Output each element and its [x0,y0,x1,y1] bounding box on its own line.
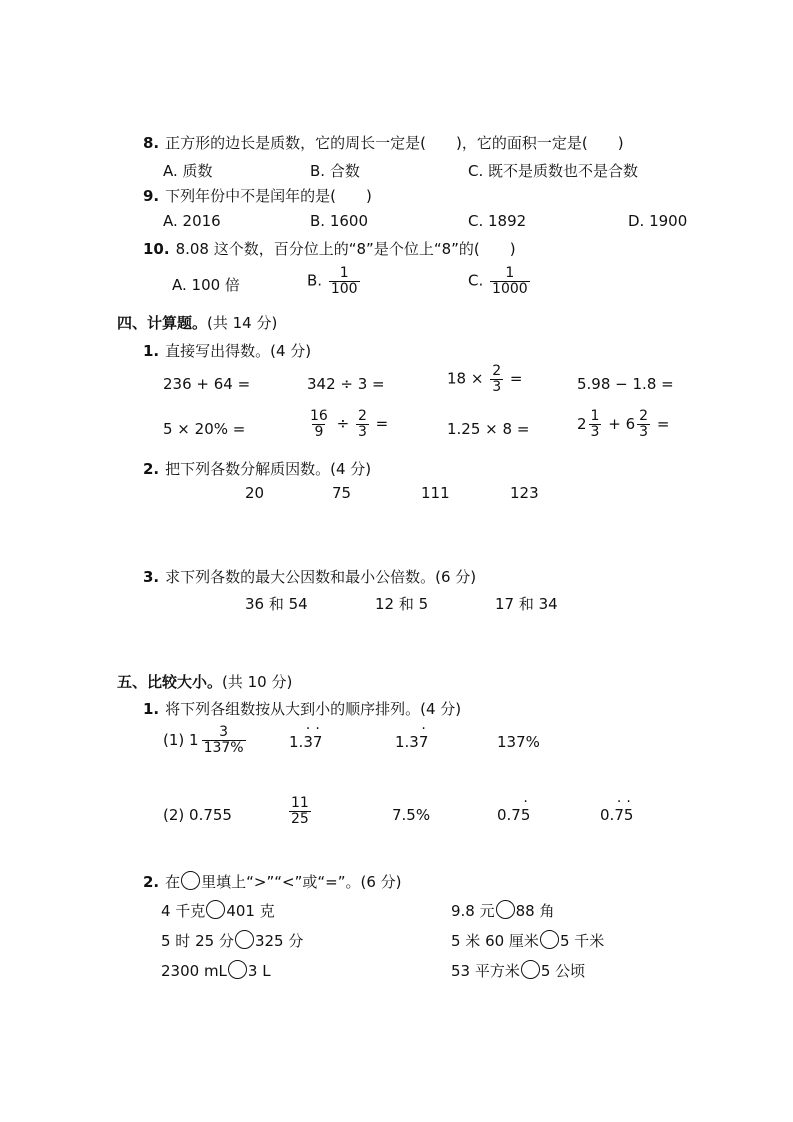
whole: 6 [625,415,636,434]
section-5-heading [117,671,292,692]
pair-2: 12 和 5 [375,595,429,613]
digits: 1. [289,733,304,751]
denominator: 3 [590,423,600,440]
expr-8 [577,409,669,439]
repeating-digit: · 3 [303,733,313,751]
compare-circle[interactable] [540,930,559,949]
group-1-item-a [163,725,248,755]
group-2-item-a [163,806,232,824]
section-points: (共 14 分) [207,314,278,332]
numerator: 2 [492,363,502,379]
compare-right: 88 角 [515,902,555,920]
numerator: 2 [357,408,367,424]
mixed-number [577,409,603,439]
compare-right: 401 克 [226,902,275,920]
question-number: 1. [143,342,160,360]
group-2-item-c: 7.5% [392,806,431,824]
q8-option-b: B. 合数 [310,162,360,180]
s4-question-2 [143,458,371,479]
compare-row-2-left [161,930,303,951]
question-text: 正方形的边长是质数，它的周长一定是( )，它的面积一定是( ) [165,134,624,152]
s5-question-1 [143,698,461,719]
compare-left: 5 时 25 分 [161,932,234,950]
expr-text: = [509,369,523,388]
compare-left: 4 千克 [161,902,206,920]
compare-right: 5 公顷 [540,962,586,980]
pair-3: 17 和 34 [495,595,558,613]
group-1-item-d: 137% [497,733,540,751]
numerator: 1 [590,408,600,424]
fraction [329,266,360,296]
repeating-digit: · 5 [521,806,531,824]
denominator: 3 [639,423,649,440]
compare-left: 9.8 元 [451,902,495,920]
compare-right: 5 千米 [559,932,605,950]
q9-option-b: B. 1600 [310,212,369,230]
digits: 1.3 [395,733,419,751]
digits: 0. [600,806,615,824]
numerator: 3 [219,724,229,740]
question-text: 在 [165,873,181,891]
fraction [289,796,311,826]
section-title: 五、比较大小。 [117,673,223,691]
question-text: 下列年份中不是闰年的是( ) [165,187,372,205]
repeating-digit: · 7 [614,806,624,824]
question-10 [143,238,516,259]
compare-right: 3 L [247,962,271,980]
compare-circle[interactable] [228,960,247,979]
compare-row-2-right [451,930,604,951]
question-number: 1. [143,700,160,718]
compare-row-3-right [451,960,585,981]
expr-2: 342 ÷ 3 = [307,375,385,393]
operator: ÷ [336,414,350,433]
question-8 [143,132,624,153]
q10-option-c [468,266,532,296]
group-1-item-c [395,733,428,751]
denominator: 137% [203,739,244,756]
numerator: 16 [310,408,328,424]
question-text: 8.08 这个数，百分位上的“8”是个位上“8”的( ) [175,240,516,258]
question-text: 求下列各数的最大公因数和最小公倍数。(6 分) [165,568,477,586]
digits: 0.755 [189,806,232,824]
operator: + [608,415,621,434]
compare-row-3-left [161,960,271,980]
fraction [308,409,330,439]
compare-circle[interactable] [206,900,225,919]
mixed-number [189,725,248,755]
section-points: (共 10 分) [222,673,293,691]
number-3: 111 [421,484,450,502]
compare-row-1-left [161,900,275,921]
q10-option-b [307,266,362,296]
compare-circle[interactable] [496,900,515,919]
s5-question-2 [143,871,402,892]
compare-circle[interactable] [235,930,254,949]
q10-option-a: A. 100 倍 [172,276,240,294]
question-number: 10. [143,240,170,258]
q9-option-c: C. 1892 [468,212,527,230]
option-label: B. [307,271,323,290]
denominator: 25 [291,810,309,827]
expr-text: = [375,414,389,433]
fraction [202,725,246,755]
compare-left: 5 米 60 厘米 [451,932,539,950]
mixed-number [626,409,652,439]
denominator: 3 [357,423,367,440]
group-1-item-b [289,733,322,751]
fraction [356,409,369,439]
expr-4: 5.98 − 1.8 = [577,375,674,393]
q9-option-a: A. 2016 [163,212,221,230]
denominator: 100 [330,280,358,297]
repeating-digit: · 7 [313,733,323,751]
group-2-item-e [600,806,633,824]
digits: 0.7 [497,806,521,824]
fraction [589,409,602,439]
option-label: C. [468,271,484,290]
expr-3 [447,364,523,394]
numerator: 11 [291,795,309,811]
section-title: 四、计算题。 [117,314,208,332]
fraction [637,409,650,439]
q8-option-a: A. 质数 [163,162,213,180]
repeating-digit: · 7 [419,733,429,751]
question-number: 8. [143,134,160,152]
q9-option-d: D. 1900 [628,212,688,230]
whole: 1 [189,731,199,750]
numerator: 1 [339,265,349,281]
fraction [490,266,530,296]
repeating-digit: · 5 [624,806,634,824]
expr-6 [306,409,388,439]
q8-option-c: C. 既不是质数也不是合数 [468,162,639,180]
compare-circle[interactable] [521,960,540,979]
question-text: 把下列各数分解质因数。(4 分) [165,460,372,478]
compare-row-1-right [451,900,554,921]
question-9 [143,185,372,206]
question-text: 将下列各组数按从大到小的顺序排列。(4 分) [165,700,462,718]
pair-1: 36 和 54 [245,595,308,613]
number-4: 123 [510,484,539,502]
expr-text: = [656,415,670,434]
numerator: 2 [639,408,649,424]
denominator: 3 [492,378,502,395]
question-text: 直接写出得数。(4 分) [165,342,312,360]
number-2: 75 [332,484,352,502]
question-number: 2. [143,460,160,478]
group-2-item-b [287,796,313,826]
group-label: (2) [163,806,185,824]
compare-left: 2300 mL [161,962,227,980]
section-4-heading [117,312,277,333]
question-text: 里填上“>”“<”或“=”。(6 分) [201,873,402,891]
circle-blank [181,871,200,890]
s4-question-3 [143,566,476,587]
compare-right: 325 分 [254,932,304,950]
denominator: 1000 [492,280,528,297]
whole: 2 [577,415,587,434]
question-number: 2. [143,873,160,891]
question-number: 9. [143,187,160,205]
number-1: 20 [245,484,265,502]
expr-1: 236 + 64 = [163,375,251,393]
expr-text: 18 × [447,369,484,388]
compare-left: 53 平方米 [451,962,520,980]
expr-7: 1.25 × 8 = [447,420,530,438]
group-2-item-d [497,806,530,824]
expr-5: 5 × 20% = [163,420,246,438]
fraction [490,364,503,394]
denominator: 9 [314,423,324,440]
group-label: (1) [163,731,185,750]
s4-question-1 [143,340,311,361]
numerator: 1 [505,265,515,281]
question-number: 3. [143,568,160,586]
